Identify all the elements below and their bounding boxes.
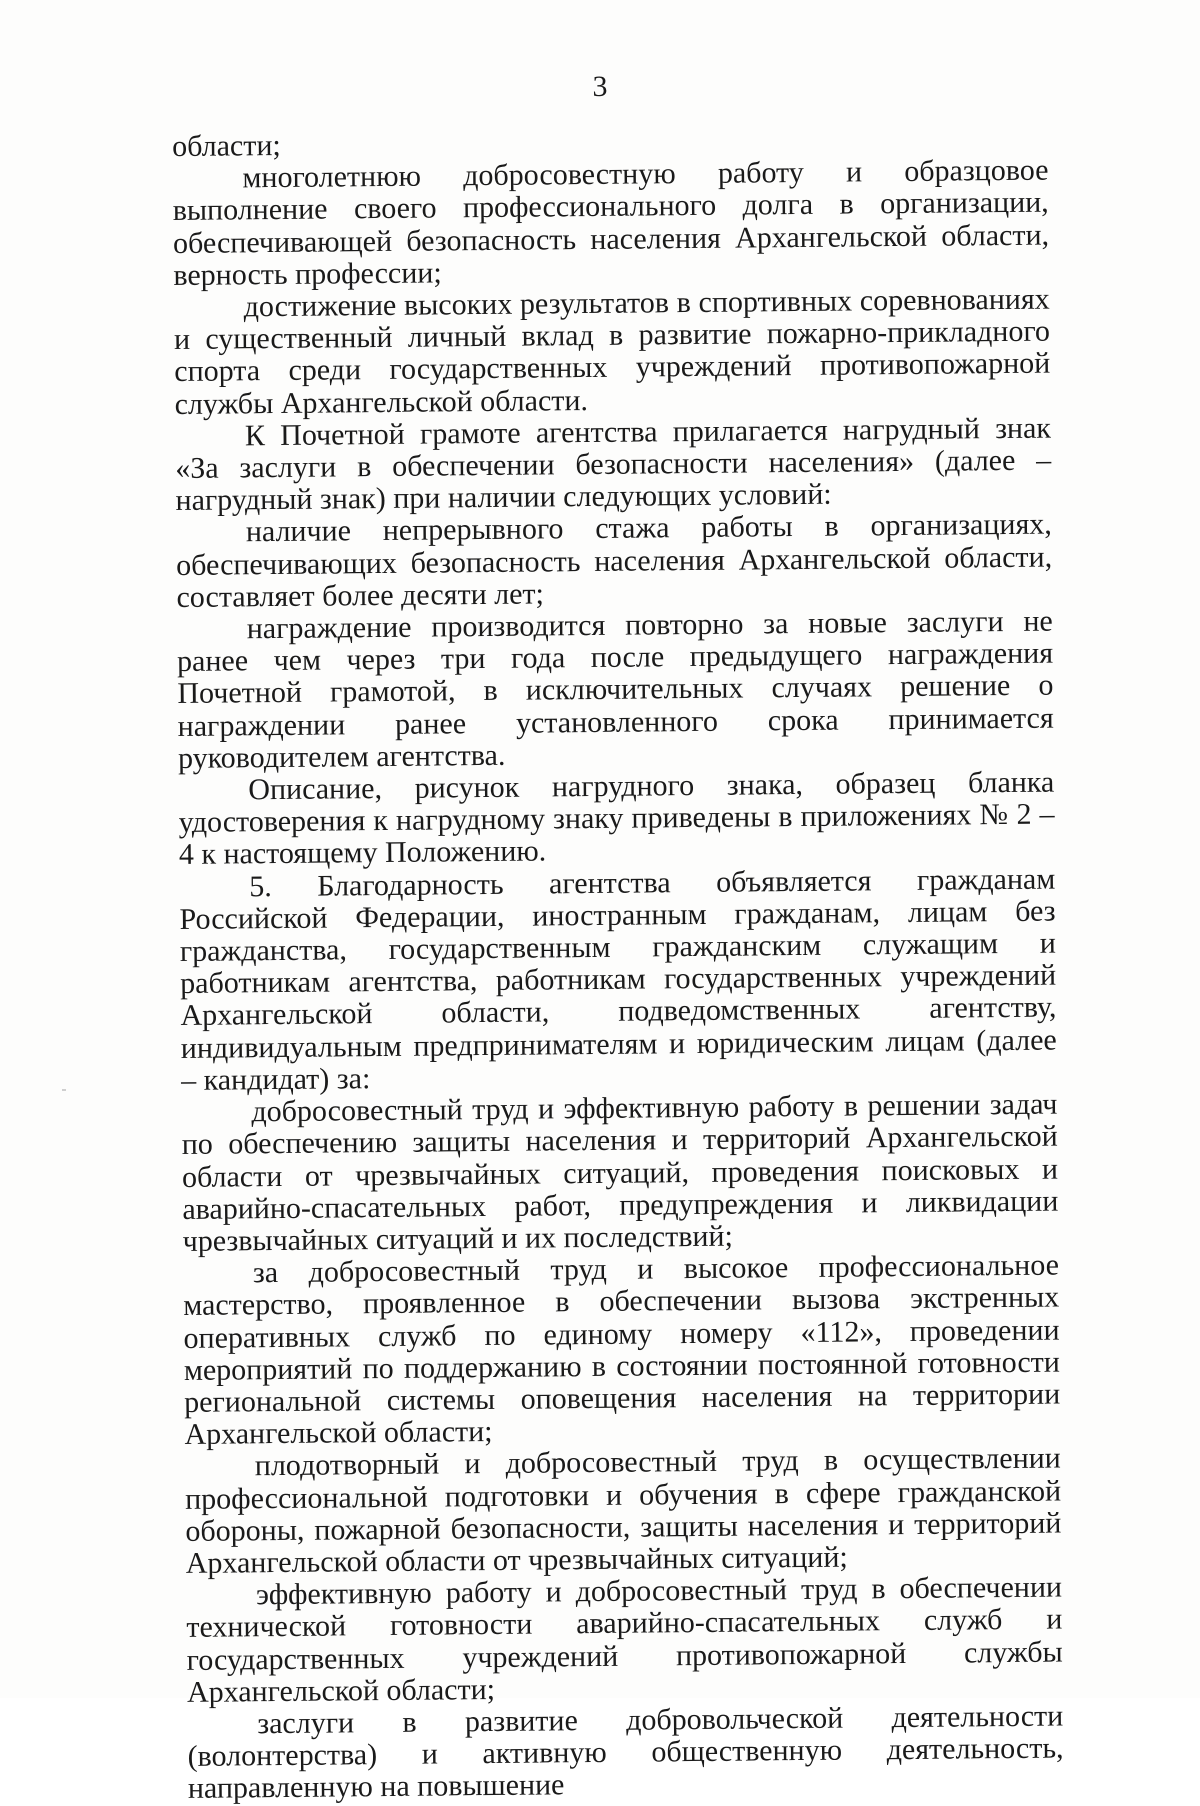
paragraph: плодотворный и добросовестный труд в осуществлении профессиональной подготовки и обучения в сфере гражданской обороны, пожарной безопасности, защиты населения и территорий Архангельской области от чрезвычайных ситуаций;: [184, 1441, 1062, 1580]
paragraph: за добросовестный труд и высокое профессиональное мастерство, проявленное в обеспечении вызова экстренных оперативных служб по единому номеру «112», проведении мероприятий по поддержанию в состоянии постоянной готовности региональной системы оповещения населения на территории Архангельской области;: [183, 1248, 1061, 1452]
paragraph: награждение производится повторно за новые заслуги не ранее чем через три года после предыдущего награждения Почетной грамотой, в исключительных случаях решение о награждении ранее установленного срока принимается руководителем агентства.: [176, 604, 1054, 775]
paragraph: К Почетной грамоте агентства прилагается нагрудный знак «За заслуги в обеспечении безопасности населения» (далее – нагрудный знак) при наличии следующих условий:: [175, 411, 1052, 518]
paragraph: многолетнюю добросовестную работу и образцовое выполнение своего профессионального долга в организации, обеспечивающей безопасность населения Архангельской области, верность профессии;: [172, 153, 1050, 292]
page-number: 3: [592, 70, 608, 103]
paragraph: добросовестный труд и эффективную работу в решении задач по обеспечению защиты населения и территорий Архангельской области от чрезвычайных ситуаций, проведения поисковых и аварийно-спасательных работ, предупреждения и ликвидации чрезвычайных ситуаций и их последствий;: [181, 1087, 1059, 1258]
paragraph: Описание, рисунок нагрудного знака, образец бланка удостоверения к нагрудному знаку приведены в приложениях № 2 – 4 к настоящему Положению.: [178, 765, 1055, 872]
paragraph: достижение высоких результатов в спортивных соревнованиях и существенный личный вклад в развитие пожарно-прикладного спорта среди государственных учреждений противопожарной службы Архангельской области.: [173, 282, 1051, 421]
paragraph: заслуги в развитие добровольческой деятельности (волонтерства) и активную общественную деятельность, направленную на повышение: [187, 1699, 1064, 1806]
document-body: [172, 123, 1064, 1806]
paragraph: области;: [171, 128, 281, 163]
paragraph: эффективную работу и добросовестный труд в обеспечении технической готовности аварийно-спасательных служб и государственных учреждений противопожарной службы Архангельской области;: [186, 1570, 1063, 1709]
paragraph: наличие непрерывного стажа работы в организациях, обеспечивающих безопасность населения Архангельской области, составляет более десяти лет;: [176, 508, 1053, 614]
paragraph: 5. Благодарность агентства объявляется гражданам Российской Федерации, иностранным гражданам, лицам без гражданства, государственным гражданским служащим и работникам агентства, работникам государственных учреждений Архангельской области, подведомственных агентству, индивидуальным предпринимателям и юридическим лицам (далее – кандидат) за:: [179, 862, 1057, 1097]
scan-artifact: [62, 1089, 66, 1091]
